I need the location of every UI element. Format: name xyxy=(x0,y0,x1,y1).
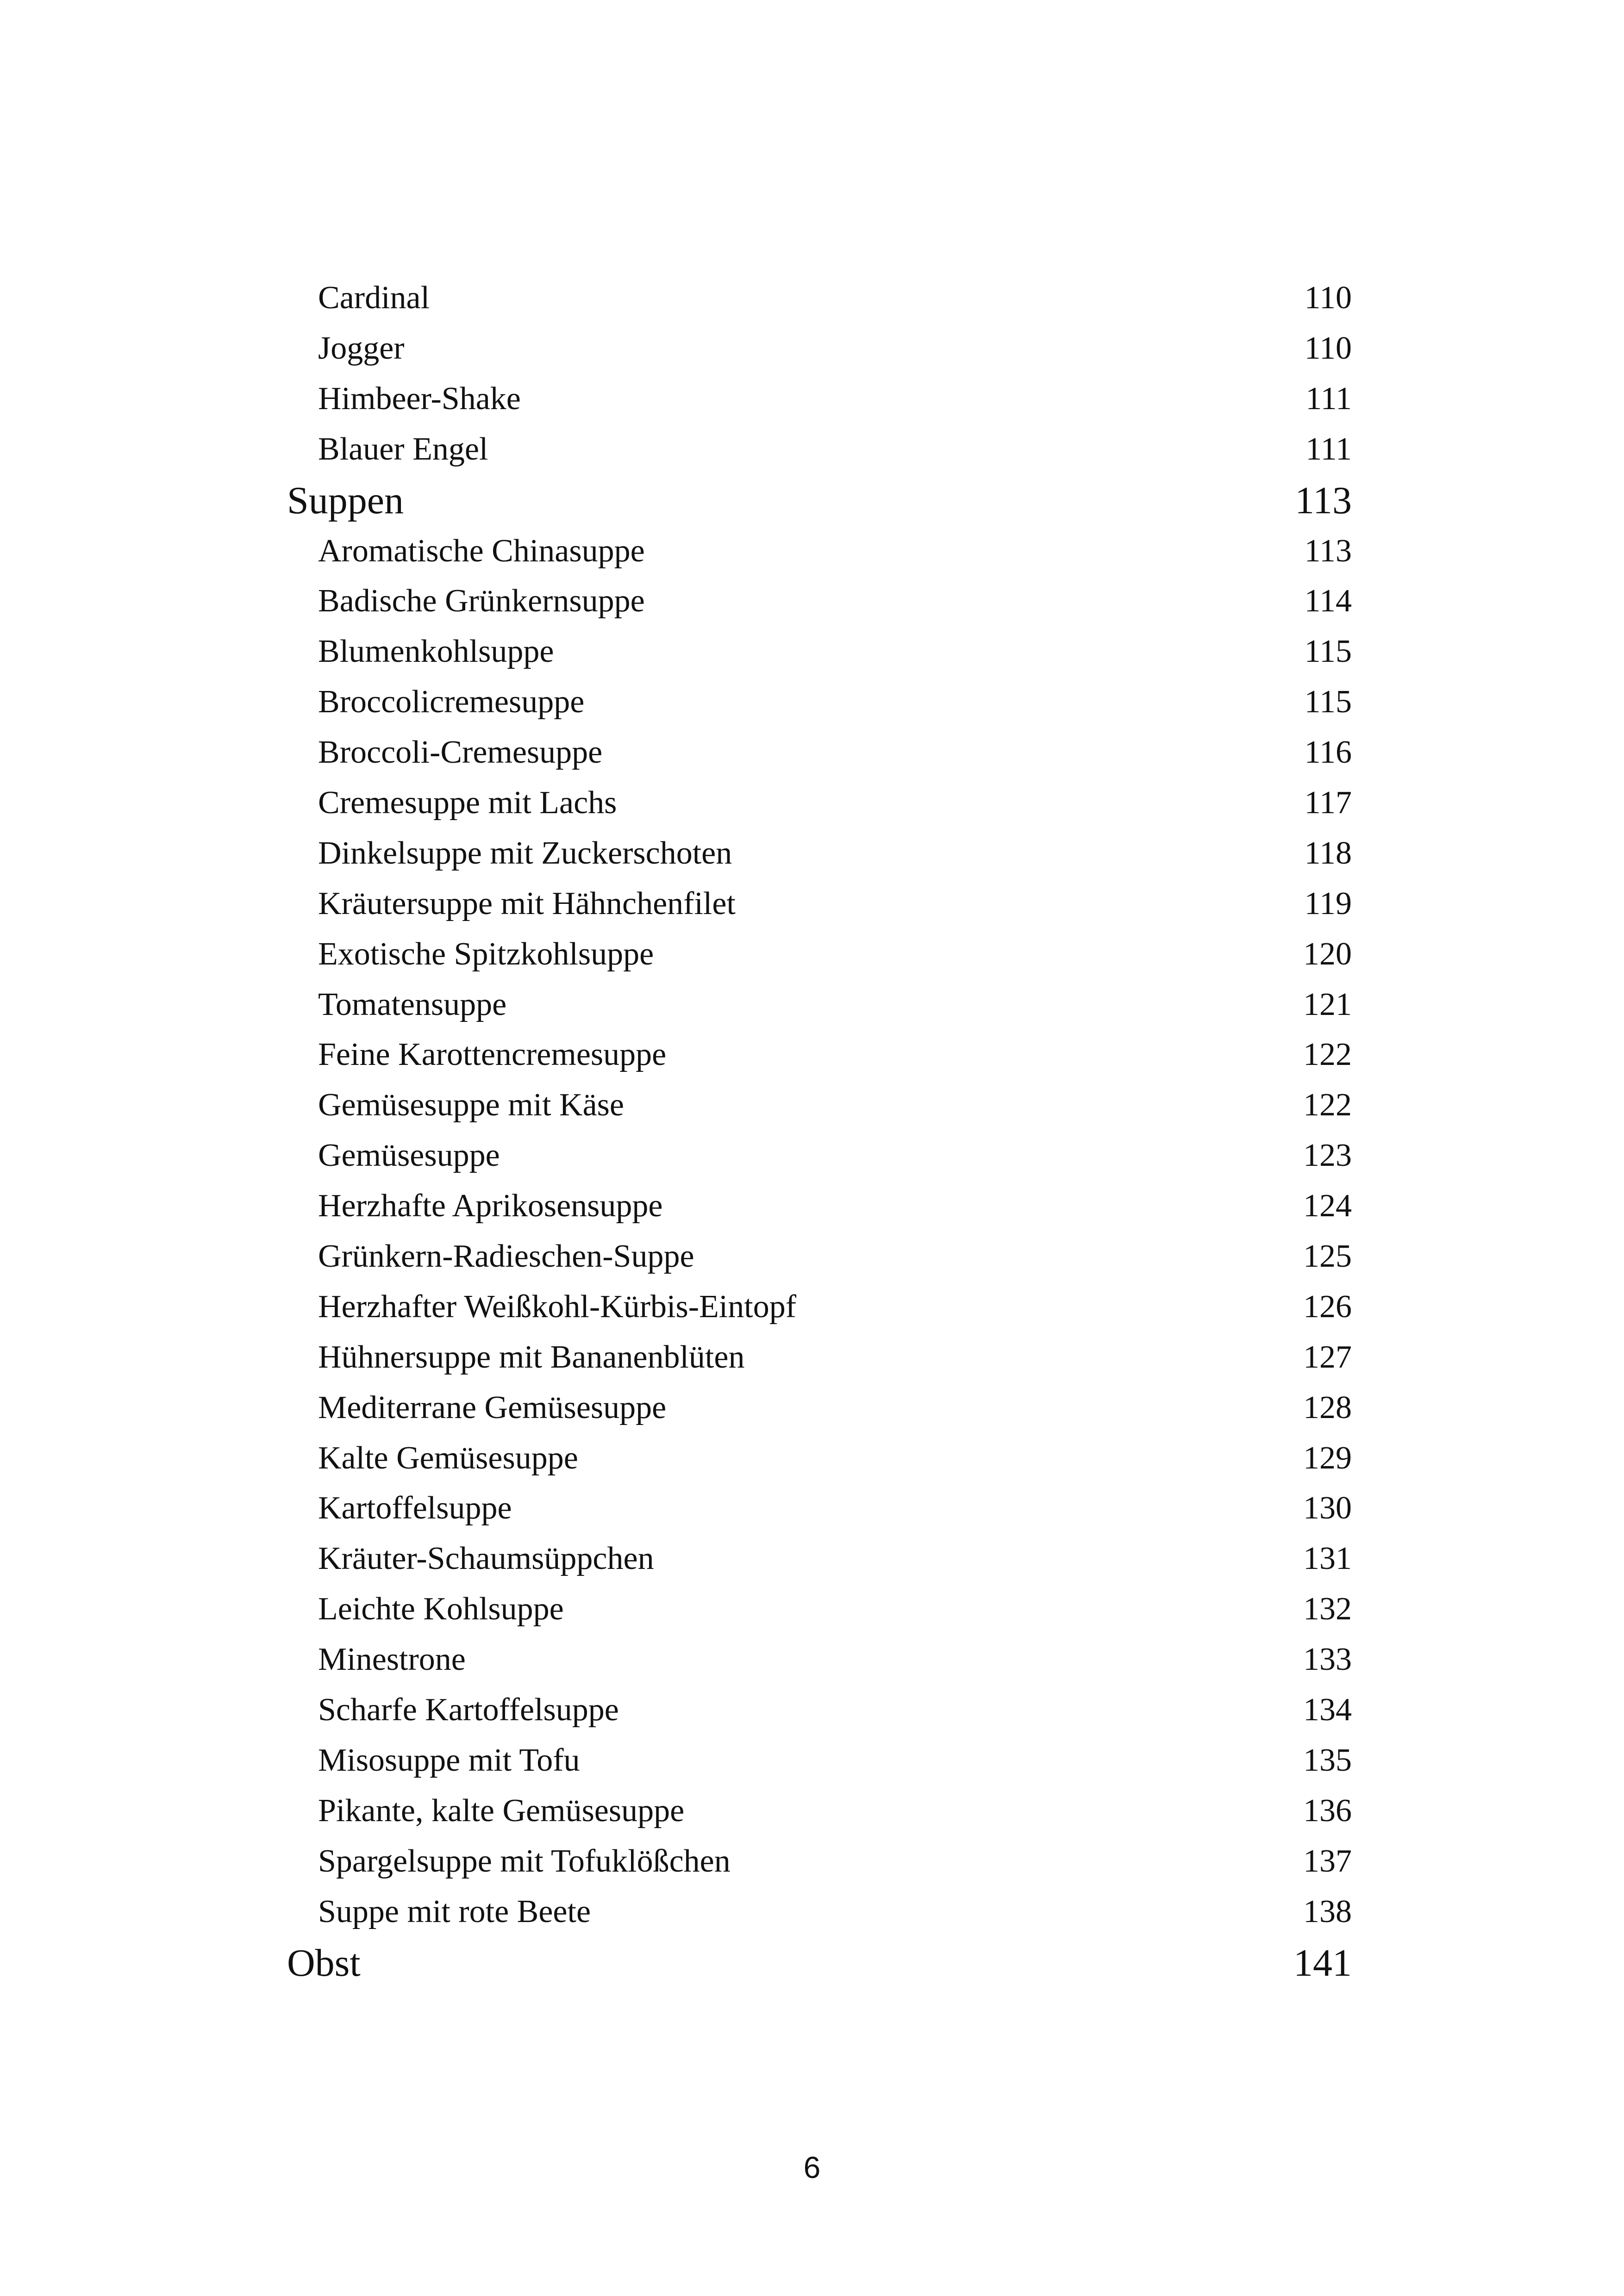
table-of-contents xyxy=(287,273,1352,1989)
toc-entry xyxy=(287,929,1352,980)
toc-entry-title: Exotische Spitzkohlsuppe xyxy=(318,936,654,972)
toc-entry-page: 136 xyxy=(1303,1792,1352,1829)
toc-entry-title: Cremesuppe mit Lachs xyxy=(318,785,617,821)
toc-entry xyxy=(287,1534,1352,1584)
toc-entry-title: Broccolicremesuppe xyxy=(318,684,585,720)
toc-entry xyxy=(287,1836,1352,1887)
toc-entry-title: Kalte Gemüsesuppe xyxy=(318,1440,578,1476)
toc-entry-title: Jogger xyxy=(318,330,405,366)
toc-entry-title: Feine Karottencremesuppe xyxy=(318,1037,667,1073)
toc-entry-title: Leichte Kohlsuppe xyxy=(318,1591,564,1627)
toc-entry xyxy=(287,424,1352,475)
toc-entry-page: 131 xyxy=(1303,1541,1352,1577)
toc-entry xyxy=(287,374,1352,424)
toc-entry-page: 135 xyxy=(1303,1742,1352,1778)
toc-entry-page: 132 xyxy=(1303,1591,1352,1627)
toc-entry-title: Cardinal xyxy=(318,280,430,316)
page-number: 6 xyxy=(803,2150,821,2184)
toc-entry xyxy=(287,1736,1352,1786)
toc-entry-title: Blauer Engel xyxy=(318,431,488,467)
toc-entry xyxy=(287,1433,1352,1484)
toc-entry xyxy=(287,526,1352,577)
toc-entry xyxy=(287,324,1352,374)
toc-entry-title: Hühnersuppe mit Bananenblüten xyxy=(318,1339,745,1375)
toc-entry-page: 111 xyxy=(1305,380,1352,417)
toc-entry-page: 137 xyxy=(1303,1843,1352,1879)
toc-entry xyxy=(287,1635,1352,1685)
toc-entry-page: 125 xyxy=(1303,1238,1352,1275)
toc-entry xyxy=(287,828,1352,879)
toc-entry xyxy=(287,1685,1352,1736)
toc-entry xyxy=(287,1383,1352,1433)
toc-entry-page: 115 xyxy=(1304,634,1352,670)
toc-entry-page: 126 xyxy=(1303,1288,1352,1325)
toc-entry-title: Grünkern-Radieschen-Suppe xyxy=(318,1238,694,1275)
toc-section-title: Suppen xyxy=(287,479,404,522)
toc-entry-page: 115 xyxy=(1304,684,1352,720)
toc-section-page: 113 xyxy=(1295,479,1352,522)
toc-entry-title: Dinkelsuppe mit Zuckerschoten xyxy=(318,835,732,871)
toc-entry-page: 114 xyxy=(1304,583,1352,619)
toc-entry-page: 122 xyxy=(1303,1037,1352,1073)
toc-entry-title: Badische Grünkernsuppe xyxy=(318,583,645,619)
toc-entry xyxy=(287,778,1352,828)
toc-entry-title: Spargelsuppe mit Tofuklößchen xyxy=(318,1843,731,1879)
toc-entry-title: Aromatische Chinasuppe xyxy=(318,533,645,569)
toc-entry-page: 127 xyxy=(1303,1339,1352,1375)
toc-entry xyxy=(287,1786,1352,1836)
toc-entry-title: Kräutersuppe mit Hähnchenfilet xyxy=(318,885,736,921)
toc-section-title: Obst xyxy=(287,1941,361,1985)
toc-entry xyxy=(287,1282,1352,1332)
toc-entry xyxy=(287,1080,1352,1131)
toc-entry xyxy=(287,728,1352,778)
toc-section-heading xyxy=(287,475,1352,526)
toc-entry xyxy=(287,980,1352,1030)
toc-entry-page: 124 xyxy=(1303,1188,1352,1224)
toc-entry xyxy=(287,1483,1352,1534)
toc-entry-title: Suppe mit rote Beete xyxy=(318,1893,591,1929)
toc-entry-page: 123 xyxy=(1303,1138,1352,1174)
toc-entry-page: 111 xyxy=(1305,431,1352,467)
toc-entry-title: Herzhafter Weißkohl-Kürbis-Eintopf xyxy=(318,1288,797,1325)
toc-entry-title: Kräuter-Schaumsüppchen xyxy=(318,1541,654,1577)
toc-entry xyxy=(287,677,1352,728)
toc-entry-page: 110 xyxy=(1304,330,1352,366)
toc-entry-title: Himbeer-Shake xyxy=(318,380,521,417)
toc-entry-page: 113 xyxy=(1304,533,1352,569)
toc-entry-page: 134 xyxy=(1303,1692,1352,1728)
toc-entry-page: 130 xyxy=(1303,1490,1352,1526)
toc-entry-page: 121 xyxy=(1303,986,1352,1022)
toc-entry xyxy=(287,1181,1352,1232)
toc-entry-title: Misosuppe mit Tofu xyxy=(318,1742,580,1778)
toc-entry-page: 133 xyxy=(1303,1642,1352,1678)
toc-entry-page: 129 xyxy=(1303,1440,1352,1476)
toc-entry xyxy=(287,1232,1352,1282)
toc-entry-title: Gemüsesuppe mit Käse xyxy=(318,1087,624,1123)
toc-entry-title: Kartoffelsuppe xyxy=(318,1490,512,1526)
toc-entry-page: 116 xyxy=(1304,734,1352,771)
toc-entry-title: Blumenkohlsuppe xyxy=(318,634,554,670)
toc-entry-title: Gemüsesuppe xyxy=(318,1138,500,1174)
toc-entry-title: Minestrone xyxy=(318,1642,466,1678)
toc-entry-page: 138 xyxy=(1303,1893,1352,1929)
toc-entry-page: 122 xyxy=(1303,1087,1352,1123)
toc-section-page: 141 xyxy=(1293,1941,1352,1985)
toc-entry-title: Broccoli-Cremesuppe xyxy=(318,734,603,771)
toc-entry-page: 119 xyxy=(1304,885,1352,921)
toc-entry-page: 120 xyxy=(1303,936,1352,972)
toc-section-heading xyxy=(287,1937,1352,1989)
toc-entry xyxy=(287,1584,1352,1635)
toc-entry xyxy=(287,879,1352,929)
toc-entry xyxy=(287,1030,1352,1080)
toc-entry xyxy=(287,1131,1352,1181)
toc-entry-page: 110 xyxy=(1304,280,1352,316)
toc-entry xyxy=(287,273,1352,324)
toc-entry-title: Herzhafte Aprikosensuppe xyxy=(318,1188,663,1224)
toc-entry xyxy=(287,576,1352,627)
toc-entry-title: Pikante, kalte Gemüsesuppe xyxy=(318,1792,685,1829)
toc-entry xyxy=(287,627,1352,677)
toc-entry-title: Scharfe Kartoffelsuppe xyxy=(318,1692,619,1728)
toc-entry xyxy=(287,1332,1352,1383)
toc-entry-page: 128 xyxy=(1303,1389,1352,1425)
toc-entry-title: Tomatensuppe xyxy=(318,986,507,1022)
toc-entry-title: Mediterrane Gemüsesuppe xyxy=(318,1389,667,1425)
toc-entry-page: 118 xyxy=(1304,835,1352,871)
toc-entry xyxy=(287,1887,1352,1937)
toc-entry-page: 117 xyxy=(1304,785,1352,821)
